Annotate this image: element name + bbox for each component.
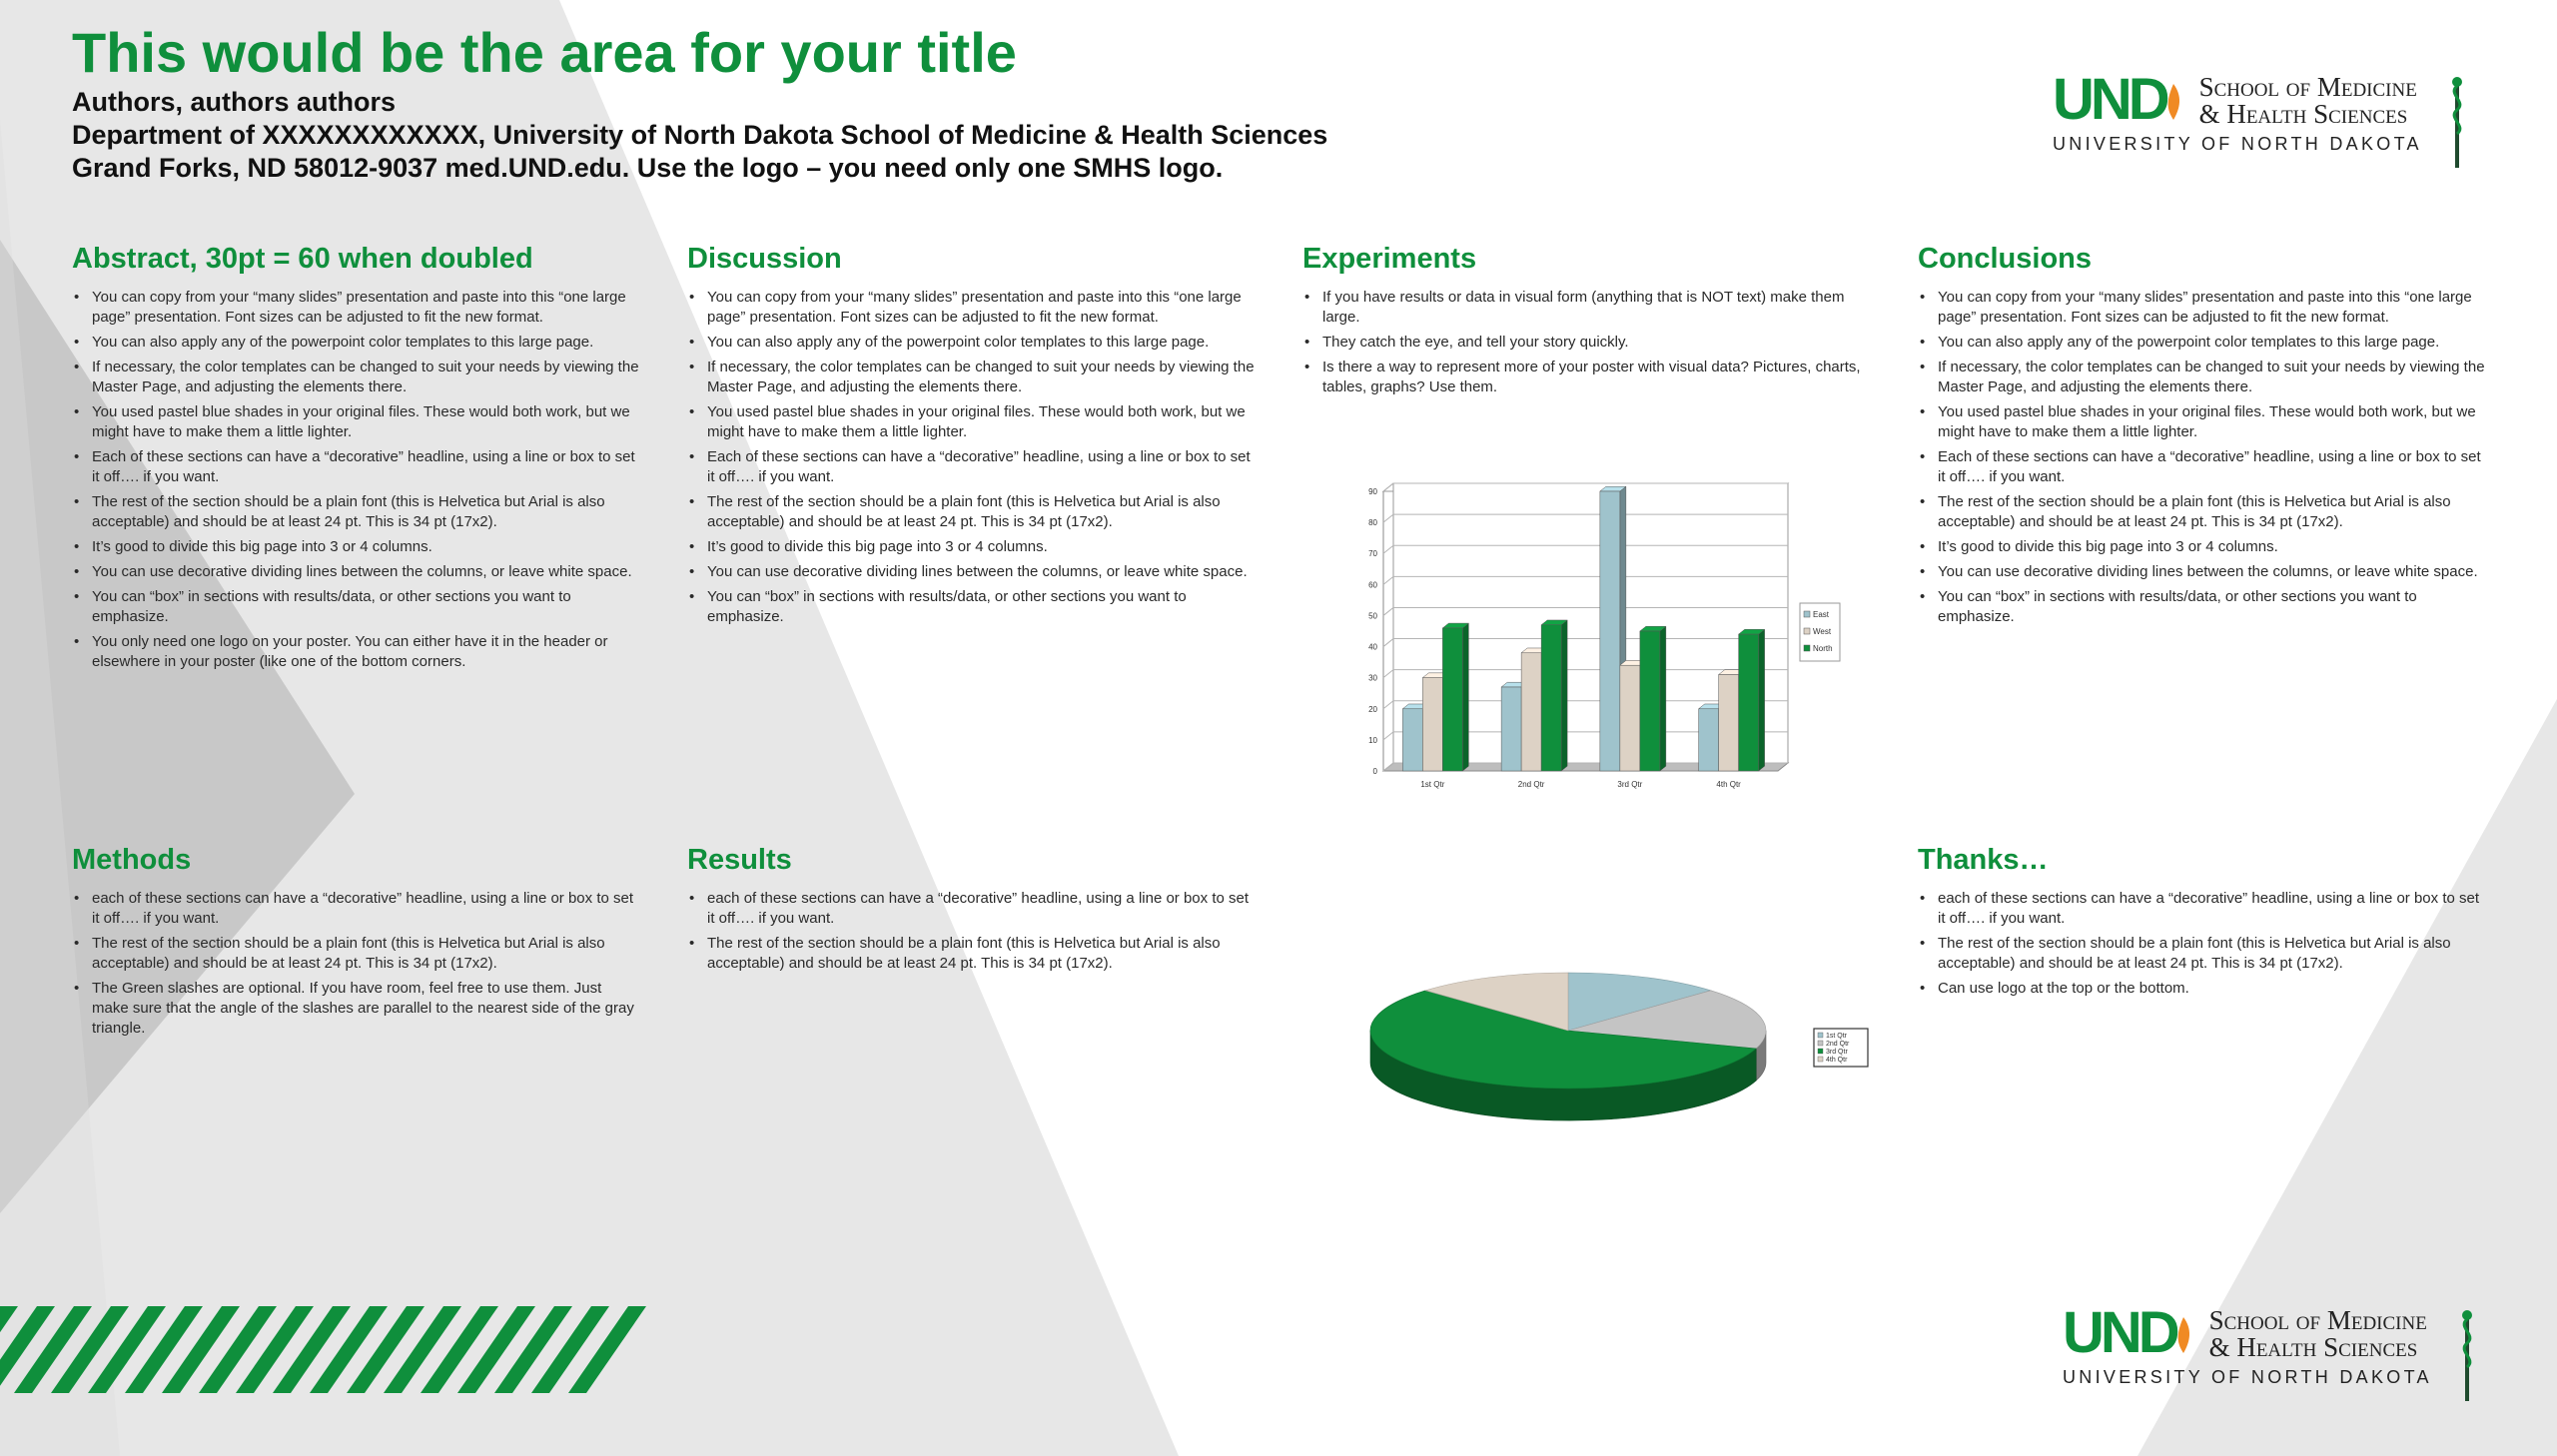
bullet-item: • You can “box” in sections with results/data, or other sections you want to emphasize. xyxy=(92,587,641,627)
school-name-line1: School of Medicine xyxy=(2208,1305,2427,1335)
university-name: UNIVERSITY OF NORTH DAKOTA xyxy=(2063,1367,2432,1387)
results-heading: Results xyxy=(687,844,792,876)
gridline-side xyxy=(1383,732,1393,740)
bar-side xyxy=(1759,629,1765,771)
legend-swatch xyxy=(1804,628,1810,634)
bullet-item: • Can use logo at the top or the bottom. xyxy=(1938,979,2487,999)
y-tick-label: 50 xyxy=(1368,611,1377,621)
bar-north xyxy=(1640,626,1666,771)
bar-chart xyxy=(1353,479,1843,799)
bullet-item: • You can copy from your “many slides” presentation and paste into this “one large page” presentation. Font sizes can be adjusted to fit the new format. xyxy=(1938,288,2487,328)
bullet-item: • The rest of the section should be a plain font (this is Helvetica but Arial is also acceptable) and should be at least 24 pt. This is 34 pt (17x2). xyxy=(1938,934,2487,974)
school-name xyxy=(2209,1307,2427,1361)
bar-front xyxy=(1422,678,1442,771)
bar-side xyxy=(1660,626,1666,771)
legend-swatch xyxy=(1818,1033,1823,1038)
bar-north xyxy=(1739,629,1765,771)
conclusions-list xyxy=(1918,288,2487,627)
bullet-item: • each of these sections can have a “decorative” headline, using a line or box to set it off…. if you want. xyxy=(707,889,1257,929)
legend-swatch xyxy=(1818,1057,1823,1062)
bullet-item: • Each of these sections can have a “decorative” headline, using a line or box to set it off…. if you want. xyxy=(92,447,641,487)
bullet-item: • You can copy from your “many slides” presentation and paste into this “one large page” presentation. Font sizes can be adjusted to fit the new format. xyxy=(92,288,641,328)
bar-front xyxy=(1501,687,1521,771)
conclusions-section xyxy=(1918,242,2487,632)
y-tick-label: 60 xyxy=(1368,580,1377,590)
x-tick-label: 1st Qtr xyxy=(1420,780,1445,789)
flame-icon xyxy=(2172,1315,2194,1355)
bar-side xyxy=(1462,623,1468,771)
experiments-section xyxy=(1302,242,1872,402)
bar-front xyxy=(1699,709,1719,771)
results-section xyxy=(687,843,1257,979)
legend-label: North xyxy=(1813,644,1833,653)
university-name: UNIVERSITY OF NORTH DAKOTA xyxy=(2053,134,2422,154)
bar-front xyxy=(1521,653,1541,771)
experiments-heading: Experiments xyxy=(1302,243,1477,275)
y-tick-label: 90 xyxy=(1368,487,1377,496)
bar-front xyxy=(1719,675,1739,771)
und-wordmark: UND xyxy=(2053,67,2166,132)
abstract-section xyxy=(72,242,641,677)
legend-label: 4th Qtr xyxy=(1826,1057,1848,1064)
y-tick-label: 70 xyxy=(1368,549,1377,559)
gridline-side xyxy=(1383,514,1393,522)
bar-front xyxy=(1620,665,1640,771)
methods-list xyxy=(72,889,641,1039)
gridline-side xyxy=(1383,701,1393,709)
experiments-list xyxy=(1302,288,1872,397)
bullet-item: • Each of these sections can have a “decorative” headline, using a line or box to set it off…. if you want. xyxy=(1938,447,2487,487)
discussion-list xyxy=(687,288,1257,627)
thanks-heading: Thanks… xyxy=(1918,844,2049,876)
bar-north xyxy=(1541,620,1567,771)
legend-swatch xyxy=(1818,1041,1823,1046)
bullet-item: • The rest of the section should be a plain font (this is Helvetica but Arial is also acceptable) and should be at least 24 pt. This is 34 pt (17x2). xyxy=(92,934,641,974)
bullet-item: • You can copy from your “many slides” presentation and paste into this “one large page” presentation. Font sizes can be adjusted to fit the new format. xyxy=(707,288,1257,328)
bullet-item: • You can also apply any of the powerpoint color templates to this large page. xyxy=(707,333,1257,353)
smhs-logo-bottom xyxy=(2063,1300,2462,1403)
y-tick-label: 10 xyxy=(1368,735,1377,745)
bullet-item: • If necessary, the color templates can be changed to suit your needs by viewing the Master Page, and adjusting the elements there. xyxy=(707,358,1257,397)
methods-heading: Methods xyxy=(72,844,192,876)
flame-icon xyxy=(2162,82,2184,122)
x-tick-label: 4th Qtr xyxy=(1716,780,1741,789)
gridline-side xyxy=(1383,607,1393,615)
und-wordmark: UND xyxy=(2063,1300,2176,1365)
y-tick-label: 0 xyxy=(1372,767,1377,776)
bullet-item: • You can “box” in sections with results/data, or other sections you want to emphasize. xyxy=(707,587,1257,627)
bullet-item: • If necessary, the color templates can be changed to suit your needs by viewing the Master Page, and adjusting the elements there. xyxy=(1938,358,2487,397)
pie-chart xyxy=(1358,959,1878,1138)
bullet-item: • each of these sections can have a “decorative” headline, using a line or box to set it off…. if you want. xyxy=(1938,889,2487,929)
abstract-list xyxy=(72,288,641,672)
bar-front xyxy=(1442,628,1462,771)
caduceus-icon xyxy=(2457,1309,2477,1401)
legend-label: 1st Qtr xyxy=(1826,1033,1848,1040)
bullet-item: • You used pastel blue shades in your original files. These would both work, but we might have to make them a little lighter. xyxy=(1938,402,2487,442)
bullet-item: • You can use decorative dividing lines between the columns, or leave white space. xyxy=(1938,562,2487,582)
bar-side xyxy=(1561,620,1567,771)
results-list xyxy=(687,889,1257,974)
school-name xyxy=(2199,74,2417,128)
school-name-line2: & Health Sciences xyxy=(2208,1332,2418,1362)
discussion-heading: Discussion xyxy=(687,243,842,275)
bullet-item: • You can “box” in sections with results/data, or other sections you want to emphasize. xyxy=(1938,587,2487,627)
poster-title: This would be the area for your title xyxy=(72,21,1017,84)
bullet-item: • If necessary, the color templates can be changed to suit your needs by viewing the Master Page, and adjusting the elements there. xyxy=(92,358,641,397)
y-tick-label: 40 xyxy=(1368,642,1377,652)
bullet-item: • You can also apply any of the powerpoint color templates to this large page. xyxy=(1938,333,2487,353)
bullet-item: • You used pastel blue shades in your original files. These would both work, but we might have to make them a little lighter. xyxy=(707,402,1257,442)
bullet-item: • It’s good to divide this big page into 3 or 4 columns. xyxy=(92,537,641,557)
bullet-item: • The Green slashes are optional. If you have room, feel free to use them. Just make sure that the angle of the slashes are parallel to the nearest side of the gray triangle. xyxy=(92,979,641,1039)
address-line: Grand Forks, ND 58012-9037 med.UND.edu. Use the logo – you need only one SMHS logo. xyxy=(72,153,1224,183)
school-name-line2: & Health Sciences xyxy=(2198,99,2408,129)
abstract-heading: Abstract, 30pt = 60 when doubled xyxy=(72,243,533,275)
bullet-item: • You only need one logo on your poster. You can either have it in the header or elsewhere in your poster (like one of the bottom corners. xyxy=(92,632,641,672)
legend-swatch xyxy=(1804,645,1810,651)
gridline-side xyxy=(1383,545,1393,553)
methods-section xyxy=(72,843,641,1044)
bullet-item: • The rest of the section should be a plain font (this is Helvetica but Arial is also acceptable) and should be at least 24 pt. This is 34 pt (17x2). xyxy=(707,934,1257,974)
bullet-item: • You used pastel blue shades in your original files. These would both work, but we might have to make them a little lighter. xyxy=(92,402,641,442)
bar-north xyxy=(1442,623,1468,771)
y-tick-label: 20 xyxy=(1368,704,1377,714)
poster-header xyxy=(72,20,1327,185)
legend-swatch xyxy=(1818,1049,1823,1054)
bullet-item: • It’s good to divide this big page into 3 or 4 columns. xyxy=(707,537,1257,557)
bullet-item: • If you have results or data in visual form (anything that is NOT text) make them large. xyxy=(1322,288,1872,328)
bullet-item: • Is there a way to represent more of your poster with visual data? Pictures, charts, tables, graphs? Use them. xyxy=(1322,358,1872,397)
legend-label: West xyxy=(1813,627,1832,636)
bullet-item: • You can use decorative dividing lines between the columns, or leave white space. xyxy=(92,562,641,582)
caduceus-icon xyxy=(2447,76,2467,168)
y-tick-label: 80 xyxy=(1368,518,1377,528)
y-tick-label: 30 xyxy=(1368,673,1377,683)
bullet-item: • The rest of the section should be a plain font (this is Helvetica but Arial is also acceptable) and should be at least 24 pt. This is 34 pt (17x2). xyxy=(92,492,641,532)
department-line: Department of XXXXXXXXXXXX, University of North Dakota School of Medicine & Health Sciences xyxy=(72,120,1328,150)
x-tick-label: 2nd Qtr xyxy=(1517,780,1545,789)
conclusions-heading: Conclusions xyxy=(1918,243,2093,275)
thanks-list xyxy=(1918,889,2487,999)
gridline-side xyxy=(1383,639,1393,647)
legend-label: East xyxy=(1813,610,1830,619)
authors-line: Authors, authors authors xyxy=(72,87,397,117)
bar-front xyxy=(1640,631,1660,771)
bullet-item: • The rest of the section should be a plain font (this is Helvetica but Arial is also acceptable) and should be at least 24 pt. This is 34 pt (17x2). xyxy=(1938,492,2487,532)
school-name-line1: School of Medicine xyxy=(2198,72,2417,102)
x-tick-label: 3rd Qtr xyxy=(1617,780,1643,789)
legend-label: 3rd Qtr xyxy=(1826,1049,1848,1056)
bar-front xyxy=(1541,625,1561,771)
bullet-item: • You can also apply any of the powerpoint color templates to this large page. xyxy=(92,333,641,353)
legend-swatch xyxy=(1804,611,1810,617)
gridline-side xyxy=(1383,576,1393,584)
bullet-item: • Each of these sections can have a “decorative” headline, using a line or box to set it off…. if you want. xyxy=(707,447,1257,487)
bar-front xyxy=(1600,491,1620,771)
bullet-item: • The rest of the section should be a plain font (this is Helvetica but Arial is also acceptable) and should be at least 24 pt. This is 34 pt (17x2). xyxy=(707,492,1257,532)
thanks-section xyxy=(1918,843,2487,1004)
smhs-logo-top xyxy=(2053,67,2452,170)
bullet-item: • each of these sections can have a “decorative” headline, using a line or box to set it off…. if you want. xyxy=(92,889,641,929)
bullet-item: • You can use decorative dividing lines between the columns, or leave white space. xyxy=(707,562,1257,582)
legend-label: 2nd Qtr xyxy=(1826,1041,1850,1048)
discussion-section xyxy=(687,242,1257,632)
bullet-item: • They catch the eye, and tell your story quickly. xyxy=(1322,333,1872,353)
gridline-side xyxy=(1383,670,1393,678)
bar-front xyxy=(1402,709,1422,771)
bar-front xyxy=(1739,634,1759,771)
bullet-item: • It’s good to divide this big page into 3 or 4 columns. xyxy=(1938,537,2487,557)
